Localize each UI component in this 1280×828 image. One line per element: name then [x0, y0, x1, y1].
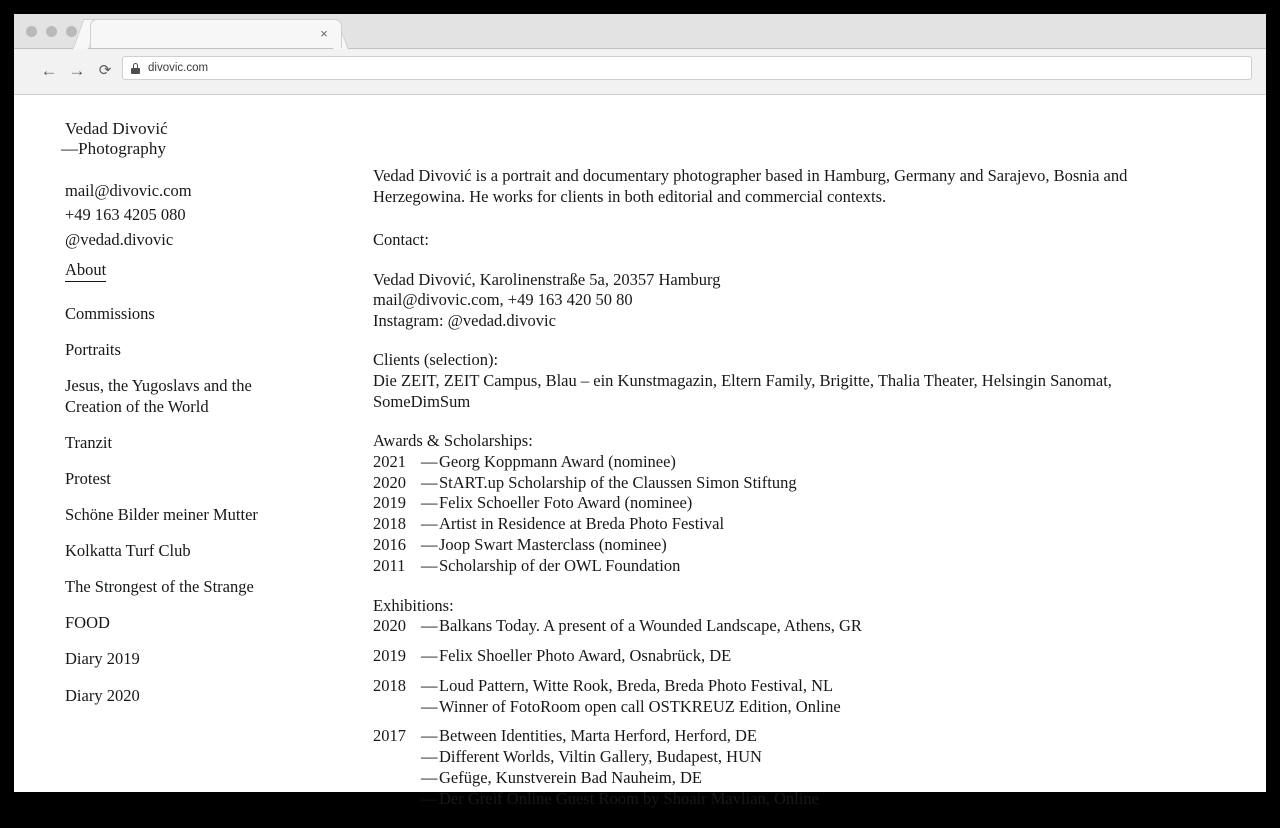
exhibition-group: [373, 726, 1173, 809]
dash: —: [421, 535, 438, 554]
exhibition-group: [373, 676, 1173, 718]
exhibition-text: Between Identities, Marta Herford, Herford, DE: [439, 726, 757, 746]
exhibition-year: 2019: [373, 645, 406, 665]
awards-block: [373, 431, 1173, 576]
dash: —: [421, 514, 438, 534]
lock-icon: [131, 63, 140, 74]
exhibition-row: [373, 789, 1173, 810]
award-row: [373, 535, 1173, 556]
exhibition-year-blank: [373, 697, 421, 718]
award-year: 2021: [373, 451, 406, 471]
logo-line-2: —Photography: [61, 139, 167, 159]
contact-address: Vedad Divović, Karolinenstraße 5a, 20357 Hamburg: [373, 269, 721, 289]
exhibition-row: [373, 747, 1173, 768]
browser-tab-bar: [14, 14, 1266, 49]
award-row: [373, 473, 1173, 494]
about-content: [373, 165, 1173, 828]
award-year: 2018: [373, 514, 406, 534]
contact-instagram[interactable]: @vedad.divovic: [65, 229, 174, 249]
exhibition-text: Gefüge, Kunstverein Bad Nauheim, DE: [439, 767, 703, 787]
exhibition-row: [373, 697, 1173, 718]
award-year: 2019: [373, 493, 406, 513]
dash: —: [421, 767, 438, 787]
sidebar-item-schoene-bilder[interactable]: Schöne Bilder meiner Mutter: [65, 504, 258, 524]
exhibition-text: Winner of FotoRoom open call OSTKREUZ Edition, Online: [439, 696, 841, 716]
exhibition-text: Balkans Today. A present of a Wounded Landscape, Athens, GR: [439, 616, 862, 636]
url-text: divovic.com: [148, 62, 209, 74]
exhibition-text: Felix Shoeller Photo Award, Osnabrück, DE: [439, 645, 732, 665]
intro-line-2: Herzegowina. He works for clients in both editorial and commercial contexts.: [373, 187, 887, 207]
contact-phone: +49 163 4205 080: [65, 205, 186, 225]
browser-toolbar: [14, 49, 1266, 95]
sidebar-item-protest[interactable]: Protest: [65, 468, 111, 488]
award-row: [373, 452, 1173, 473]
back-icon[interactable]: ←: [40, 61, 58, 80]
address-bar[interactable]: [122, 56, 1252, 80]
exhibitions-heading: Exhibitions:: [373, 595, 454, 615]
intro-line-1: Vedad Divović is a portrait and documentary photographer based in Hamburg, Germany and Sarajevo, Bosnia and: [373, 166, 1128, 185]
window-controls: [26, 26, 77, 37]
award-year: 2020: [373, 472, 406, 492]
award-row: [373, 556, 1173, 577]
awards-heading: Awards & Scholarships:: [373, 431, 533, 451]
award-row: [373, 514, 1173, 535]
sidebar-item-diary-2020[interactable]: Diary 2020: [65, 685, 140, 705]
dash: —: [421, 726, 438, 746]
exhibition-text: Loud Pattern, Witte Rook, Breda, Breda Photo Festival, NL: [439, 675, 834, 695]
dash: —: [421, 493, 438, 513]
exhibition-text: Der Greif Online Guest Room by Shoair Mavlian, Online: [439, 788, 819, 808]
award-text: Joop Swart Masterclass (nominee): [439, 535, 667, 554]
contact-email[interactable]: mail@divovic.com: [65, 181, 192, 200]
sidebar-item-diary-2019[interactable]: Diary 2019: [65, 649, 140, 669]
forward-icon[interactable]: →: [68, 61, 86, 80]
dash: —: [421, 616, 438, 636]
exhibition-row: [373, 616, 1173, 637]
exhibition-year-blank: [373, 768, 421, 789]
clients-heading: Clients (selection):: [373, 350, 499, 370]
contact-email-phone: mail@divovic.com, +49 163 420 50 80: [373, 290, 633, 310]
site-logo[interactable]: [61, 119, 168, 159]
award-text: Felix Schoeller Foto Award (nominee): [439, 493, 693, 513]
exhibition-year: 2017: [373, 726, 406, 746]
sidebar-item-label: Jesus, the Yugoslavs and the: [65, 376, 252, 396]
sidebar-item-food[interactable]: FOOD: [65, 613, 110, 633]
exhibition-row: [373, 768, 1173, 789]
maximize-window-button[interactable]: [66, 26, 77, 37]
sidebar-item-about[interactable]: About: [65, 260, 106, 282]
award-row: [373, 493, 1173, 514]
exhibition-row: [373, 726, 1173, 747]
logo-line-1: Vedad Divović: [65, 119, 168, 138]
exhibition-group: [373, 646, 1173, 667]
sidebar-item-jesus-yugoslavs[interactable]: [65, 376, 252, 416]
dash: —: [421, 675, 438, 695]
page-content: [14, 95, 1266, 808]
award-text: Artist in Residence at Breda Photo Festival: [439, 514, 725, 534]
sidebar-contact: [65, 179, 192, 252]
reload-icon[interactable]: ⟳: [98, 62, 112, 79]
sidebar-item-portraits[interactable]: Portraits: [65, 340, 121, 360]
award-year: 2016: [373, 535, 406, 554]
award-text: Georg Koppmann Award (nominee): [439, 451, 676, 471]
close-window-button[interactable]: [26, 26, 37, 37]
dash: —: [421, 451, 438, 471]
clients-line-1: Die ZEIT, ZEIT Campus, Blau – ein Kunstmagazin, Eltern Family, Brigitte, Thalia Theater, Helsingin Sanomat,: [373, 371, 1112, 390]
clients-block: [373, 350, 1173, 412]
sidebar-item-kolkatta-turf-club[interactable]: Kolkatta Turf Club: [65, 541, 191, 560]
dash: —: [421, 555, 438, 575]
intro-paragraph: [373, 165, 1133, 208]
exhibition-year: 2018: [373, 675, 406, 695]
exhibition-row: [373, 646, 1173, 667]
sidebar-item-label-2: Creation of the World: [65, 396, 209, 416]
browser-window: [14, 14, 1266, 808]
dash: —: [421, 747, 438, 767]
dash: —: [421, 645, 438, 665]
contact-details: [373, 270, 1173, 332]
close-icon[interactable]: ×: [320, 26, 328, 41]
sidebar-item-tranzit[interactable]: Tranzit: [65, 432, 113, 452]
sidebar-item-strongest-of-the-strange[interactable]: The Strongest of the Strange: [65, 577, 254, 597]
award-year: 2011: [373, 555, 406, 575]
dash: —: [421, 788, 438, 808]
dash: —: [421, 472, 438, 492]
contact-instagram-line: Instagram: @vedad.divovic: [373, 310, 556, 330]
exhibition-year: 2020: [373, 616, 406, 636]
exhibition-group: [373, 616, 1173, 637]
sidebar-nav: [65, 260, 335, 722]
exhibition-row: [373, 676, 1173, 697]
exhibition-year-blank: [373, 789, 421, 810]
sidebar-item-commissions[interactable]: Commissions: [65, 304, 155, 324]
exhibition-text: Different Worlds, Viltin Gallery, Budapest, HUN: [439, 747, 762, 767]
exhibitions-block: [373, 596, 1173, 810]
minimize-window-button[interactable]: [46, 26, 57, 37]
clients-line-2: SomeDimSum: [373, 391, 471, 411]
contact-heading: Contact:: [373, 229, 429, 249]
dash: —: [421, 696, 438, 716]
award-text: StART.up Scholarship of the Claussen Simon Stiftung: [439, 472, 797, 492]
exhibition-year-blank: [373, 747, 421, 768]
browser-tab[interactable]: [90, 19, 342, 48]
award-text: Scholarship of der OWL Foundation: [439, 555, 681, 575]
